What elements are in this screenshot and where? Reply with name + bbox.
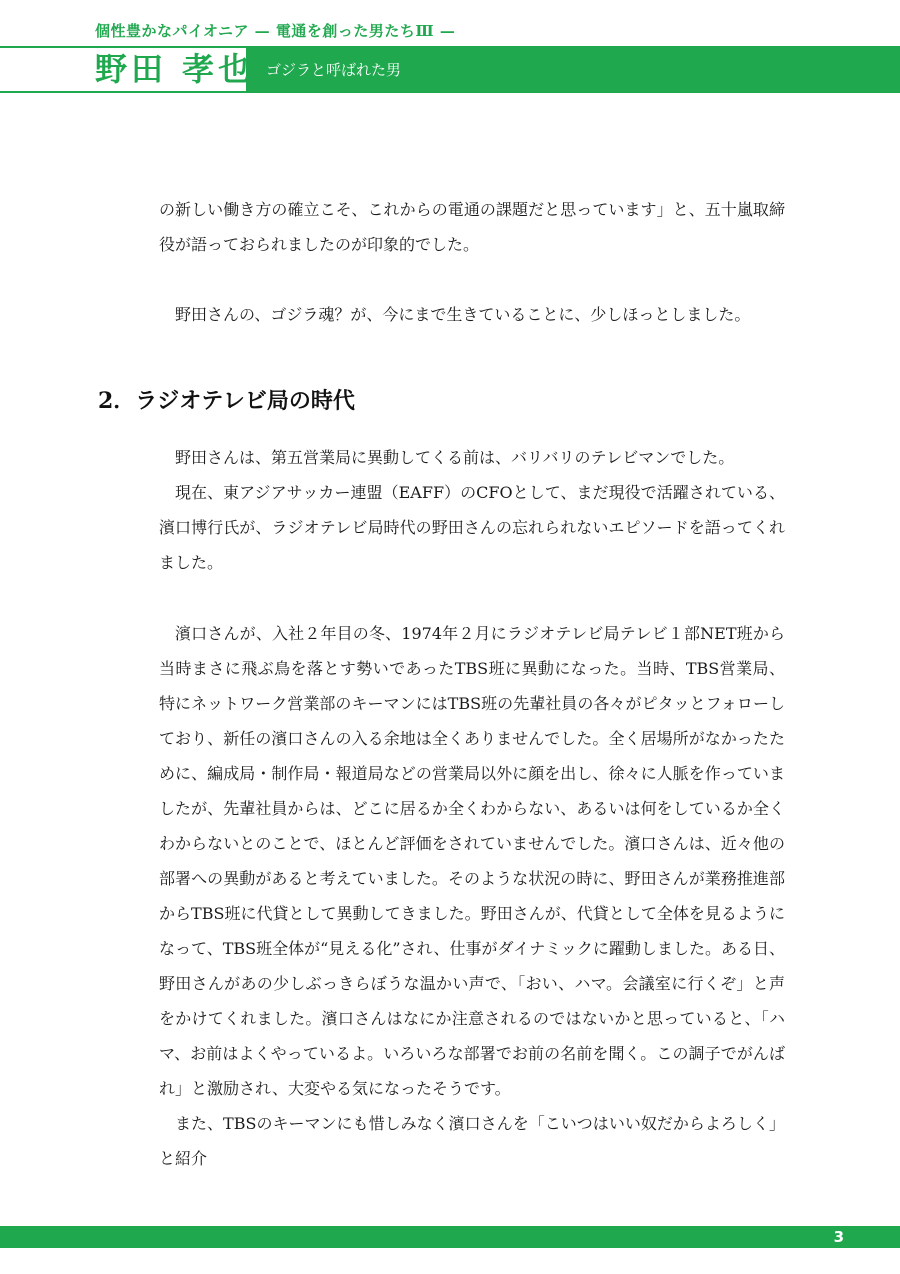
series-title: 個性豊かなパイオニア — 電通を創った男たちⅢ —: [95, 22, 456, 40]
footer-band: [0, 1226, 900, 1248]
intro-paragraph-2: 野田さんの、ゴジラ魂？が、今にまで生きていることに、少しほっとしました。: [175, 305, 751, 324]
person-name: 野田 孝也: [95, 50, 255, 88]
section-paragraph-4: また、TBSのキーマンにも惜しみなく濱口さんを「こいつはいい奴だからよろしく」と紹介: [159, 1114, 785, 1168]
episode-block: [159, 616, 785, 1176]
intro-block: [159, 192, 785, 262]
section-paragraph-1: 野田さんは、第五営業局に異動してくる前は、バリバリのテレビマンでした。: [175, 448, 735, 467]
section-heading: 2．ラジオテレビ局の時代: [98, 388, 355, 414]
page-number: 3: [833, 1228, 844, 1246]
section-paragraph-2: 現在、東アジアサッカー連盟（EAFF）のCFOとして、まだ現役で活躍されている、濱口博行氏が、ラジオテレビ局時代の野田さんの忘れられないエピソードを語ってくれました。: [159, 483, 785, 572]
intro-block-2: [159, 297, 785, 332]
chapter-subtitle: ゴジラと呼ばれた男: [266, 61, 402, 79]
intro-paragraph-1: の新しい働き方の確立こそ、これからの電通の課題だと思っています」と、五十嵐取締役が語っておられましたのが印象的でした。: [159, 200, 785, 254]
section-paragraph-3: 濱口さんが、入社２年目の冬、1974年２月にラジオテレビ局テレビ１部NET班から当時まさに飛ぶ鳥を落とす勢いであったTBS班に異動になった。当時、TBS営業局、特にネットワーク営業部のキーマンにはTBS班の先輩社員の各々がピタッとフォローしており、新任の濱口さんの入る余地は全くありませんでした。全く居場所がなかったために、編成局・制作局・報道局などの営業局以外に顔を出し、徐々に人脈を作っていましたが、先輩社員からは、どこに居るか全くわからない、あるいは何をしているか全くわからないとのことで、ほとんど評価をされていませんでした。濱口さんは、近々他の部署への異動があると考えていました。そのような状況の時に、野田さんが業務推進部からTBS班に代貸として異動してきました。野田さんが、代貸として全体を見るようになって、TBS班全体が“見える化”され、仕事がダイナミックに躍動しました。ある日、野田さんがあの少しぶっきらぼうな温かい声で、「おい、ハマ。会議室に行くぞ」と声をかけてくれました。濱口さんはなにか注意されるのではないかと思っていると、「ハマ、お前はよくやっているよ。いろいろな部署でお前の名前を聞く。この調子でがんばれ」と激励され、大変やる気になったそうです。: [159, 624, 785, 1098]
section-block: [159, 440, 785, 580]
